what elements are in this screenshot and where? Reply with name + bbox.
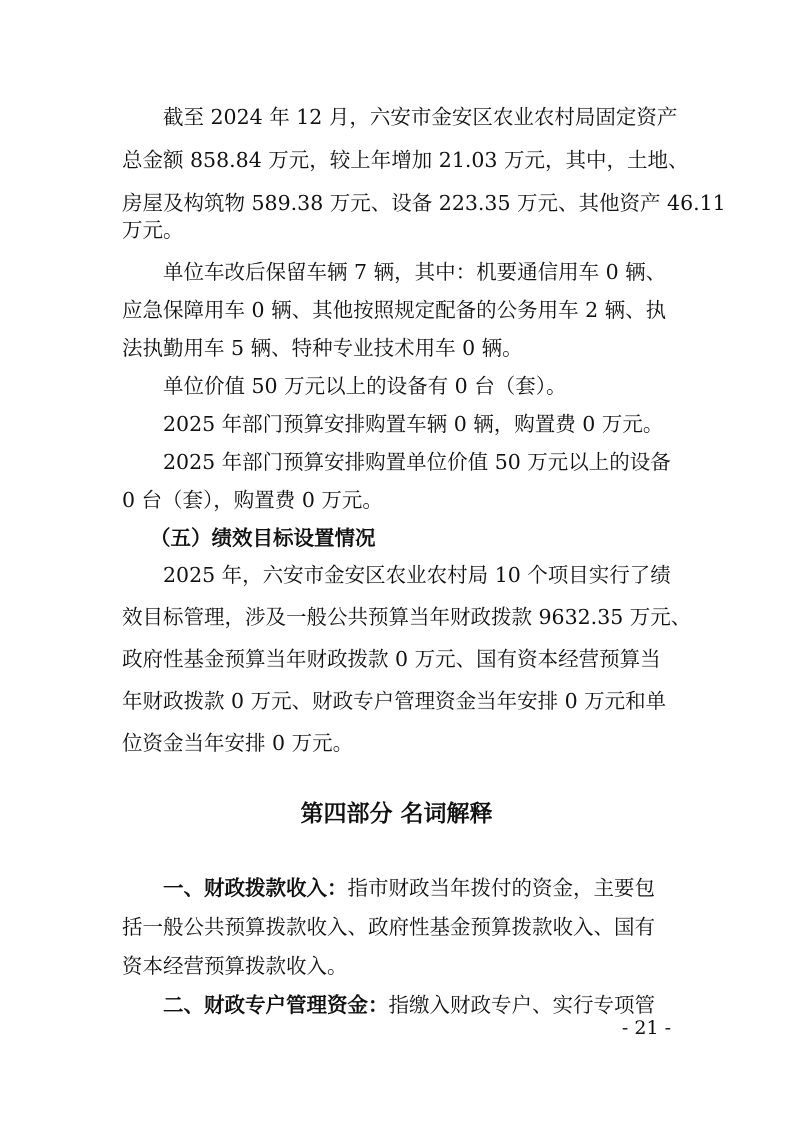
term1-text-2: 括一般公共预算拨款收入、政府性基金预算拨款收入、国有 [122, 915, 655, 939]
performance-line-5: 位资金当年安排 0 万元。 [122, 731, 354, 755]
page-number: - 21 - [621, 1017, 671, 1039]
assets-line-2: 总金额 858.84 万元，较上年增加 21.03 万元，其中，土地、 [122, 148, 689, 172]
term1-text-1: 指市财政当年拨付的资金，主要包 [347, 876, 655, 900]
vehicles-line-1: 单位车改后保留车辆 7 辆，其中：机要通信用车 0 辆、 [163, 260, 667, 284]
vehicles-line-2: 应急保障用车 0 辆、其他按照规定配备的公务用车 2 辆、执 [122, 298, 667, 322]
performance-line-2: 效目标管理，涉及一般公共预算当年财政拨款 9632.35 万元、 [122, 605, 692, 629]
term2-first-line [163, 991, 655, 1019]
assets-line-3: 房屋及构筑物 589.38 万元、设备 223.35 万元、其他资产 46.11 [122, 191, 726, 215]
assets-line-1: 截至 2024 年 12 月，六安市金安区农业农村局固定资产 [163, 105, 678, 129]
assets-line-4: 万元。 [122, 218, 184, 242]
performance-line-1: 2025 年，六安市金安区农业农村局 10 个项目实行了绩 [163, 563, 671, 587]
term1-label: 一、财政拨款收入： [163, 876, 348, 900]
performance-line-4: 年财政拨款 0 万元、财政专户管理资金当年安排 0 万元和单 [122, 689, 667, 713]
term1-first-line [163, 874, 655, 902]
equipment-line: 单位价值 50 万元以上的设备有 0 台（套）。 [163, 374, 567, 398]
part-four-title: 第四部分 名词解释 [300, 801, 493, 827]
vehicles-line-3: 法执勤用车 5 辆、特种专业技术用车 0 辆。 [122, 336, 523, 360]
term2-label: 二、财政专户管理资金： [163, 993, 389, 1017]
section-five-title: （五）绩效目标设置情况 [150, 526, 376, 550]
purchase-equipment-line-2: 0 台（套），购置费 0 万元。 [122, 488, 383, 512]
purchase-equipment-line-1: 2025 年部门预算安排购置单位价值 50 万元以上的设备 [163, 450, 671, 474]
purchase-vehicles-line: 2025 年部门预算安排购置车辆 0 辆，购置费 0 万元。 [163, 412, 664, 436]
term1-text-3: 资本经营预算拨款收入。 [122, 954, 348, 978]
performance-line-3: 政府性基金预算当年财政拨款 0 万元、国有资本经营预算当 [122, 647, 661, 671]
term2-text-1: 指缴入财政专户、实行专项管 [388, 993, 655, 1017]
